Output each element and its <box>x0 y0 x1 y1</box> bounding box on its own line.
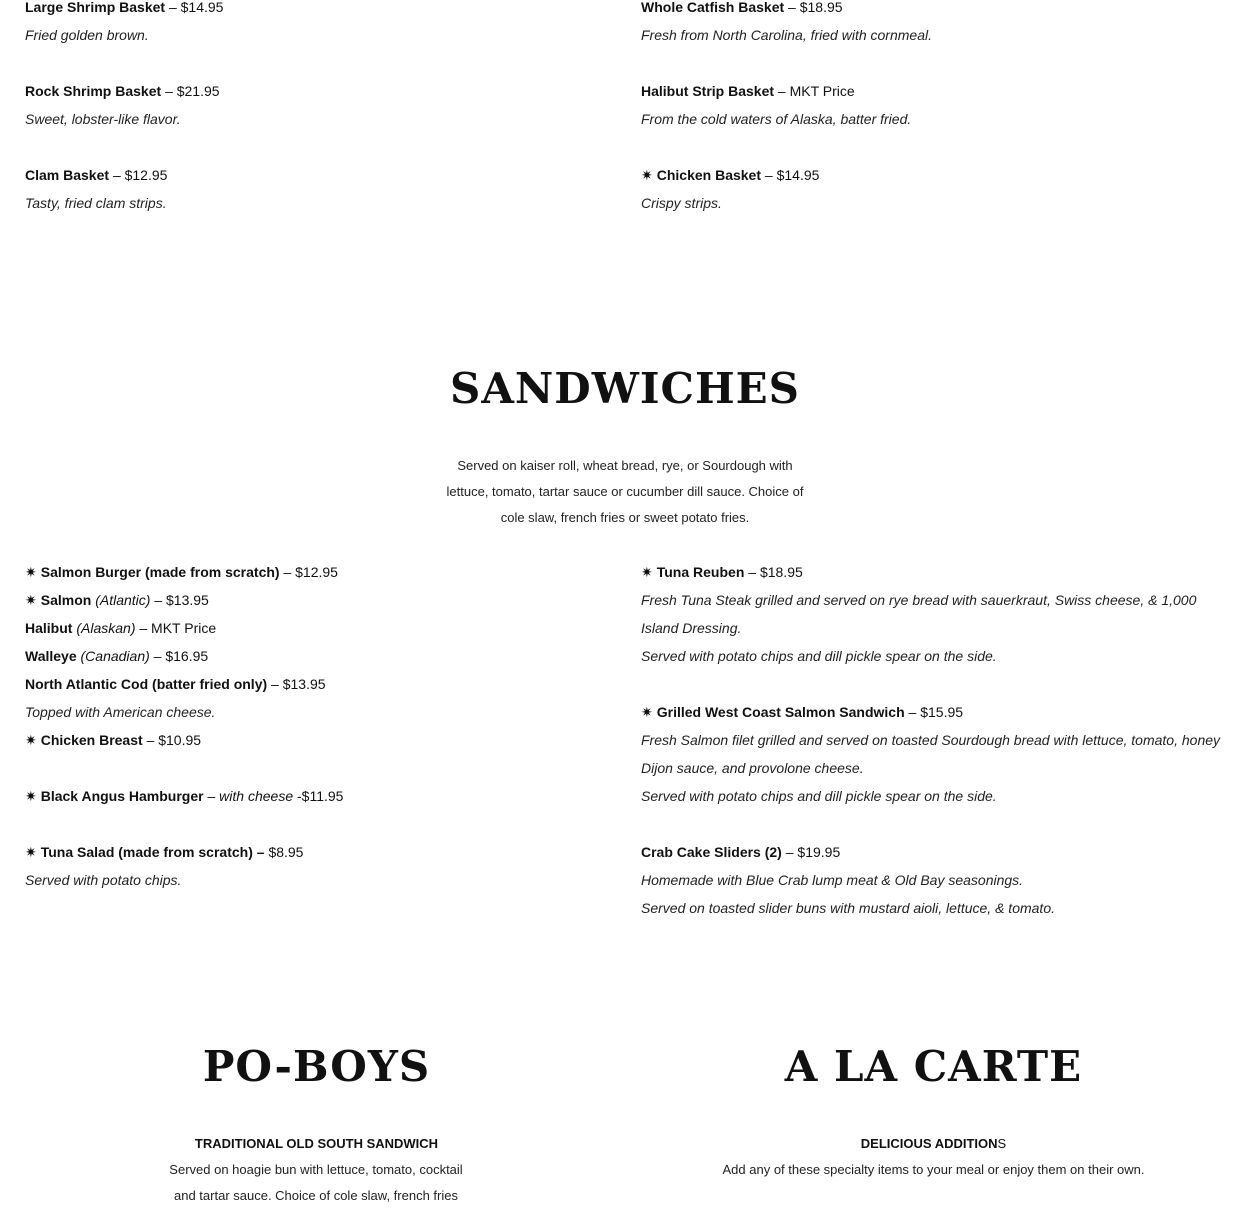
section-title-sandwiches: SANDWICHES <box>450 364 800 413</box>
menu-item: Halibut (Alaskan) – MKT Price <box>25 620 217 636</box>
alacarte-subtitle: DELICIOUS ADDITIONS <box>860 1136 1007 1151</box>
menu-item-description: Fresh Tuna Steak grilled and served on rye bread with sauerkraut, Swiss cheese, & 1,000 Island Dressing. <box>641 592 1197 636</box>
menu-item-description: From the cold waters of Alaska, batter fried. <box>641 111 912 127</box>
alacarte-intro: Add any of these specialty items to your meal or enjoy them on their own. <box>722 1162 1145 1177</box>
sandwiches-left-column <box>25 558 615 894</box>
menu-item-description: Served on toasted slider buns with mustard aioli, lettuce, & tomato. <box>641 900 1055 916</box>
section-title-alacarte: A LA CARTE <box>784 1042 1083 1091</box>
menu-item: ✷ Tuna Salad (made from scratch) – $8.95 <box>25 844 304 860</box>
menu-item: ✷ Black Angus Hamburger – with cheese -$11.95 <box>25 788 344 804</box>
baskets-left-column <box>25 0 615 217</box>
star-icon: ✷ <box>641 704 653 720</box>
menu-item: Rock Shrimp Basket – $21.95 <box>25 83 220 99</box>
menu-item: ✷ Salmon (Atlantic) – $13.95 <box>25 592 209 608</box>
menu-item-description: Fried golden brown. <box>25 27 149 43</box>
menu-item: North Atlantic Cod (batter fried only) – $13.95 <box>25 676 326 692</box>
baskets-right-column <box>641 0 1226 217</box>
menu-item-description: Homemade with Blue Crab lump meat & Old Bay seasonings. <box>641 872 1024 888</box>
star-icon: ✷ <box>641 167 653 183</box>
star-icon: ✷ <box>25 732 37 748</box>
star-icon: ✷ <box>25 844 37 860</box>
menu-item: Large Shrimp Basket – $14.95 <box>25 0 224 15</box>
menu-item: ✷ Chicken Breast – $10.95 <box>25 732 202 748</box>
section-title-poboys: PO-BOYS <box>202 1042 431 1091</box>
menu-item-description: Fresh Salmon filet grilled and served on toasted Sourdough bread with lettuce, tomato, honey Dijon sauce, and provolone cheese. <box>641 732 1221 776</box>
star-icon: ✷ <box>25 592 37 608</box>
sandwiches-right-column <box>641 558 1226 922</box>
menu-item-description: Sweet, lobster-like flavor. <box>25 111 181 127</box>
menu-item-description: Crispy strips. <box>641 195 722 211</box>
poboys-intro: Served on hoagie bun with lettuce, tomato, cocktail and tartar sauce. Choice of cole slaw, french fries <box>169 1162 463 1203</box>
menu-item-description: Served with potato chips and dill pickle spear on the side. <box>641 788 997 804</box>
poboys-subtitle: TRADITIONAL OLD SOUTH SANDWICH <box>194 1136 439 1151</box>
menu-item-description: Topped with American cheese. <box>25 704 216 720</box>
menu-item: Crab Cake Sliders (2) – $19.95 <box>641 844 841 860</box>
star-icon: ✷ <box>641 564 653 580</box>
menu-item: Halibut Strip Basket – MKT Price <box>641 83 855 99</box>
star-icon: ✷ <box>25 564 37 580</box>
menu-item-description: Fresh from North Carolina, fried with cornmeal. <box>641 27 932 43</box>
sandwiches-intro: Served on kaiser roll, wheat bread, rye, or Sourdough with lettuce, tomato, tartar sauce or cucumber dill sauce. Choice of cole slaw, french fries or sweet potato fries. <box>446 458 804 525</box>
menu-item: Clam Basket – $12.95 <box>25 167 168 183</box>
menu-item-description: Tasty, fried clam strips. <box>25 195 167 211</box>
star-icon: ✷ <box>25 788 37 804</box>
menu-item: ✷ Chicken Basket – $14.95 <box>641 167 820 183</box>
menu-item: ✷ Grilled West Coast Salmon Sandwich – $15.95 <box>641 704 964 720</box>
menu-item-description: Served with potato chips and dill pickle spear on the side. <box>641 648 997 664</box>
menu-item: Whole Catfish Basket – $18.95 <box>641 0 843 15</box>
menu-item: Walleye (Canadian) – $16.95 <box>25 648 209 664</box>
menu-item: ✷ Salmon Burger (made from scratch) – $12.95 <box>25 564 338 580</box>
menu-item-description: Served with potato chips. <box>25 872 182 888</box>
menu-item: ✷ Tuna Reuben – $18.95 <box>641 564 803 580</box>
